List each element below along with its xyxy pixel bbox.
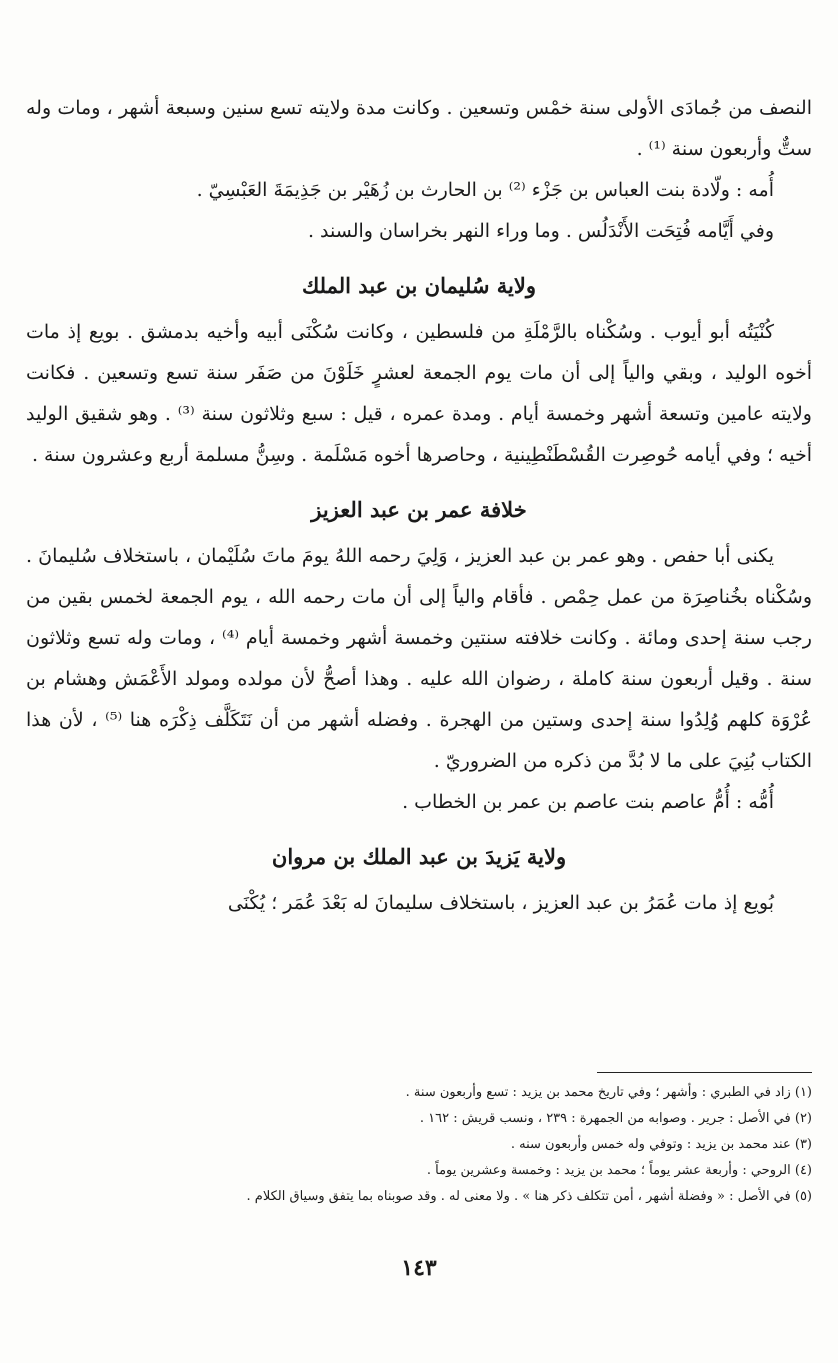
section-heading: خلافة عمر بن عبد العزيز: [311, 497, 527, 522]
footnote: (٥) في الأصل : « وفضلة أشهر ، أمن تتكلف ذكر هنا » . ولا معنى له . وقد صوبناه بما يتفق وسياق الكلام .: [246, 1189, 812, 1204]
section-heading: ولاية يَزيدَ بن عبد الملك بن مروان: [271, 844, 567, 869]
footnotes: [60, 1080, 812, 1210]
footnote: (٤) الروحي : وأربعة عشر يوماً ؛ محمد بن يزيد : وخمسة وعشرين يوماً .: [426, 1163, 812, 1178]
footnote: (٣) عند محمد بن يزيد : وتوفي وله خمس وأربعون سنه .: [510, 1137, 812, 1152]
paragraph: النصف من جُمادَى الأولى سنة خمْس وتسعين . وكانت مدة ولايته تسع سنين وسبعة أشهر ، ومات وله ستٌّ وأربعون سنة ⁽¹⁾ .: [26, 97, 812, 160]
main-text: [26, 88, 812, 924]
footnote: (٢) في الأصل : جرير . وصوابه من الجمهرة : ٢٣٩ ، ونسب قريش : ١٦٢ .: [419, 1111, 812, 1126]
paragraph: بُويع إذ مات عُمَرُ بن عبد العزيز ، باستخلاف سليمانَ له بَعْدَ عُمَر ؛ يُكْنَى: [227, 892, 774, 914]
section-heading: ولاية سُليمان بن عبد الملك: [301, 273, 537, 298]
footnote-divider: [597, 1072, 812, 1073]
paragraph: أُمُّه : أُمُّ عاصم بنت عاصم بن عمر بن الخطاب .: [402, 791, 774, 813]
paragraph: وفي أَيَّامه فُتِحَت الأَنْدَلُس . وما وراء النهر بخراسان والسند .: [307, 220, 774, 242]
page-number: ١٤٣: [401, 1255, 437, 1281]
paragraph: يكنى أبا حفص . وهو عمر بن عبد العزيز ، وَلِيَ رحمه اللهُ يومَ ماتَ سُلَيْمان ، باستخلاف سُليمانَ . وسُكْناه بخُناصِرَة من عمل حِمْص . فأقام والياً إلى أن مات رحمه الله ، يوم الجمعة لخمس بقين من رجب سنة إحدى ومائة . وكانت خلافته سنتين وخمسة أشهر وخمسة أيام ⁽⁴⁾ ، ومات وله تسع وثلاثون سنة . وقيل أربعون سنة كاملة ، رضوان الله عليه . وهذا أصحُّ لأن مولده ومولد الأَعْمَش وهشام بن عُرْوَة كلهم وُلِدُوا سنة إحدى وستين من الهجرة . وفضله أشهر من أن نَتَكَلَّف ذِكْرَه هنا ⁽⁵⁾ ، لأن هذا الكتاب بُنِيَ على ما لا بُدَّ من ذكره من الضروريّ .: [26, 545, 812, 772]
paragraph: أُمه : ولّادة بنت العباس بن جَزْء ⁽²⁾ بن الحارث بن زُهَيْر بن جَذِيمَةَ العَبْسِيّ .: [196, 179, 774, 201]
footnote: (١) زاد في الطبري : وأشهر ؛ وفي تاريخ محمد بن يزيد : تسع وأربعون سنة .: [405, 1085, 812, 1100]
paragraph: كُنْيَتُه أبو أيوب . وسُكْناه بالرَّمْلَةِ من فلسطين ، وكانت سُكْنَى أبيه وأخيه بدمشق . بويع إذ مات أخوه الوليد ، وبقي والياً إلى أن مات يوم الجمعة لعشرٍ خَلَوْنَ من صَفَر سنة تسع وتسعين . فكانت ولايته عامين وتسعة أشهر وخمسة أيام . ومدة عمره ، قيل : سبع وثلاثون سنة ⁽³⁾ . وهو شقيق الوليد أخيه ؛ وفي أيامه حُوصِرت القُسْطَنْطِينية ، وحاصرها أخوه مَسْلَمة . وسِنُّ مسلمة أربع وعشرون سنة .: [26, 321, 812, 466]
